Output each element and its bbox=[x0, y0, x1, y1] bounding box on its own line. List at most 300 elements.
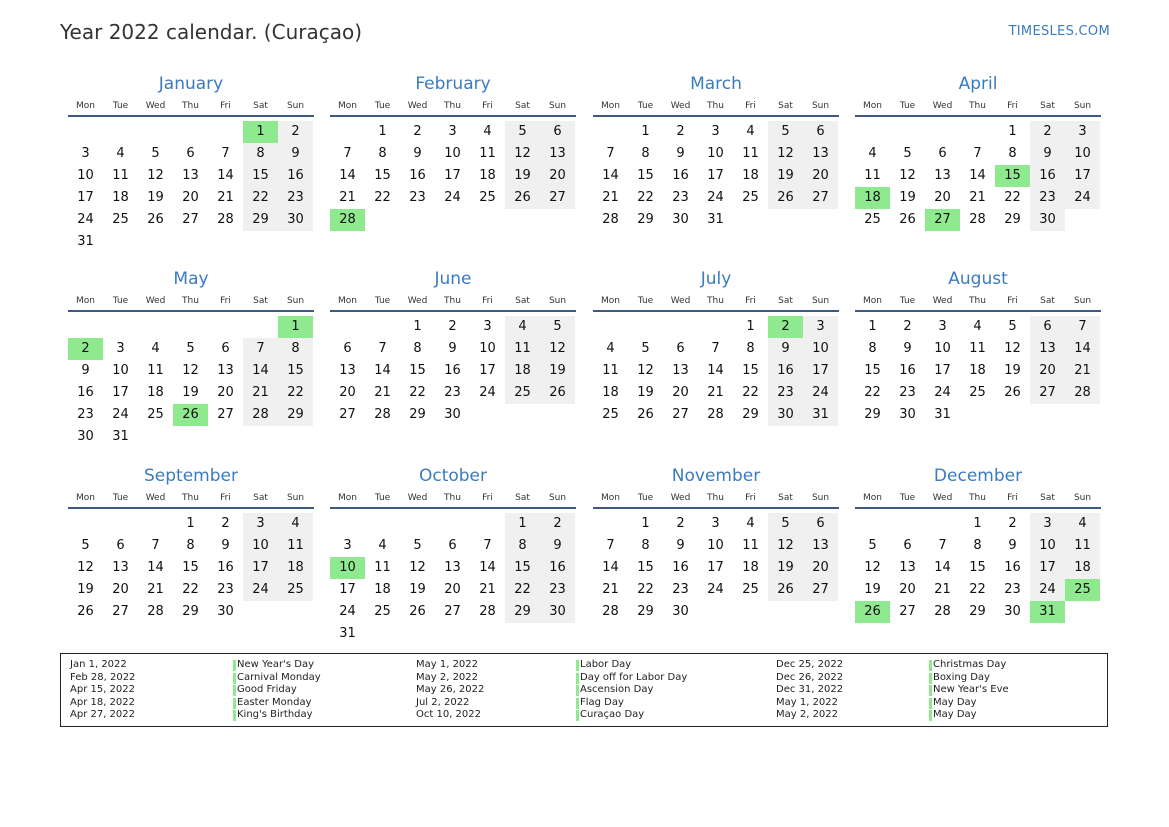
weekday-label: Wed bbox=[407, 296, 428, 306]
day-cell: 23 bbox=[278, 187, 313, 209]
day-cell: 1 bbox=[973, 516, 982, 531]
day-cell: 1 bbox=[1008, 124, 1017, 139]
day-cell: 12 bbox=[768, 535, 803, 557]
day-cell: 21 bbox=[934, 582, 951, 597]
day-cell: 24 bbox=[1065, 187, 1100, 209]
holiday-name bbox=[233, 659, 314, 670]
day-cell: 19 bbox=[768, 165, 803, 187]
day-cell: 26 bbox=[505, 187, 540, 209]
day-cell: 11 bbox=[969, 341, 986, 356]
day-cell: 20 bbox=[1030, 360, 1065, 382]
holiday-name bbox=[929, 709, 977, 720]
day-cell: 16 bbox=[1030, 165, 1065, 187]
day-cell: 7 bbox=[1065, 316, 1100, 338]
day-cell: 30 bbox=[217, 604, 234, 619]
day-cell: 18 bbox=[742, 560, 759, 575]
holiday-day-cell: 31 bbox=[1030, 601, 1065, 623]
day-cell: 12 bbox=[899, 168, 916, 183]
day-cell: 17 bbox=[1030, 557, 1065, 579]
day-cell: 28 bbox=[969, 212, 986, 227]
day-cell: 3 bbox=[343, 538, 352, 553]
day-cell: 5 bbox=[641, 341, 650, 356]
weekday-label: Mon bbox=[338, 101, 357, 111]
day-cell: 21 bbox=[147, 582, 164, 597]
day-cell: 29 bbox=[243, 209, 278, 231]
day-cell: 31 bbox=[707, 212, 724, 227]
weekday-label: Sun bbox=[811, 493, 830, 503]
day-cell: 23 bbox=[672, 190, 689, 205]
day-cell: 9 bbox=[1030, 143, 1065, 165]
holiday-name-text: Christmas Day bbox=[933, 659, 1007, 670]
day-cell: 13 bbox=[540, 143, 575, 165]
day-cell: 6 bbox=[803, 513, 838, 535]
day-cell: 15 bbox=[409, 363, 426, 378]
day-cell: 22 bbox=[374, 190, 391, 205]
weekday-label: Sat bbox=[253, 296, 268, 306]
day-cell: 24 bbox=[479, 385, 496, 400]
holiday-name-text: Good Friday bbox=[237, 684, 297, 695]
day-cell: 11 bbox=[505, 338, 540, 360]
month-divider bbox=[855, 115, 1101, 117]
weekday-label: Sat bbox=[778, 101, 793, 111]
holiday-name bbox=[576, 672, 687, 683]
day-cell: 4 bbox=[868, 146, 877, 161]
day-cell: 16 bbox=[899, 363, 916, 378]
day-cell: 1 bbox=[641, 124, 650, 139]
day-cell: 19 bbox=[899, 190, 916, 205]
day-cell: 6 bbox=[676, 341, 685, 356]
day-cell: 7 bbox=[483, 538, 492, 553]
day-cell: 22 bbox=[637, 190, 654, 205]
weekday-label: Wed bbox=[145, 101, 166, 111]
day-cell: 6 bbox=[540, 121, 575, 143]
day-cell: 11 bbox=[479, 146, 496, 161]
day-cell: 24 bbox=[934, 385, 951, 400]
holiday-marker bbox=[576, 710, 579, 721]
weekday-label: Mon bbox=[76, 101, 95, 111]
day-cell: 31 bbox=[77, 234, 94, 249]
holiday-date: May 1, 2022 bbox=[776, 696, 839, 708]
day-cell: 3 bbox=[938, 319, 947, 334]
day-cell: 18 bbox=[479, 168, 496, 183]
weekday-label: Mon bbox=[863, 493, 882, 503]
weekday-label: Mon bbox=[338, 296, 357, 306]
day-cell: 24 bbox=[112, 407, 129, 422]
day-cell: 27 bbox=[339, 407, 356, 422]
day-cell: 16 bbox=[672, 168, 689, 183]
day-cell: 14 bbox=[969, 168, 986, 183]
month-divider bbox=[68, 507, 314, 509]
month-divider bbox=[68, 115, 314, 117]
day-cell: 15 bbox=[637, 168, 654, 183]
weekday-label: Sat bbox=[1040, 296, 1055, 306]
day-cell: 19 bbox=[147, 190, 164, 205]
day-cell: 26 bbox=[768, 187, 803, 209]
day-cell: 1 bbox=[868, 319, 877, 334]
day-cell: 16 bbox=[672, 560, 689, 575]
day-cell: 1 bbox=[413, 319, 422, 334]
day-cell: 3 bbox=[711, 124, 720, 139]
day-cell: 3 bbox=[803, 316, 838, 338]
day-cell: 20 bbox=[112, 582, 129, 597]
day-cell: 17 bbox=[803, 360, 838, 382]
weekday-label: Sun bbox=[1073, 296, 1092, 306]
weekday-label: Sun bbox=[548, 101, 567, 111]
weekday-label: Sat bbox=[1040, 493, 1055, 503]
holiday-marker bbox=[929, 710, 932, 721]
day-cell: 20 bbox=[444, 582, 461, 597]
day-cell: 14 bbox=[217, 168, 234, 183]
day-cell: 8 bbox=[243, 143, 278, 165]
day-cell: 3 bbox=[448, 124, 457, 139]
day-cell: 13 bbox=[934, 168, 951, 183]
day-cell: 8 bbox=[505, 535, 540, 557]
day-cell: 30 bbox=[672, 604, 689, 619]
month-title: February bbox=[415, 74, 491, 94]
day-cell: 22 bbox=[505, 579, 540, 601]
day-cell: 4 bbox=[1065, 513, 1100, 535]
day-cell: 14 bbox=[147, 560, 164, 575]
holiday-marker bbox=[576, 673, 579, 684]
day-cell: 18 bbox=[112, 190, 129, 205]
day-cell: 15 bbox=[969, 560, 986, 575]
weekday-label: Wed bbox=[932, 493, 953, 503]
day-cell: 28 bbox=[934, 604, 951, 619]
day-cell: 25 bbox=[969, 385, 986, 400]
day-cell: 16 bbox=[768, 360, 803, 382]
day-cell: 11 bbox=[864, 168, 881, 183]
month-divider bbox=[855, 310, 1101, 312]
day-cell: 29 bbox=[742, 407, 759, 422]
holiday-name bbox=[233, 684, 297, 695]
day-cell: 28 bbox=[602, 604, 619, 619]
day-cell: 7 bbox=[221, 146, 230, 161]
day-cell: 6 bbox=[903, 538, 912, 553]
day-cell: 12 bbox=[505, 143, 540, 165]
day-cell: 8 bbox=[1008, 146, 1017, 161]
day-cell: 4 bbox=[378, 538, 387, 553]
day-cell: 25 bbox=[374, 604, 391, 619]
day-cell: 21 bbox=[217, 190, 234, 205]
holiday-marker bbox=[929, 698, 932, 709]
day-cell: 23 bbox=[540, 579, 575, 601]
day-cell: 8 bbox=[413, 341, 422, 356]
day-cell: 22 bbox=[864, 385, 881, 400]
day-cell: 25 bbox=[278, 579, 313, 601]
day-cell: 20 bbox=[899, 582, 916, 597]
day-cell: 4 bbox=[278, 513, 313, 535]
day-cell: 14 bbox=[243, 360, 278, 382]
day-cell: 8 bbox=[641, 538, 650, 553]
day-cell: 1 bbox=[746, 319, 755, 334]
brand-link[interactable]: TIMESLES.COM bbox=[1008, 24, 1110, 39]
weekday-label: Sun bbox=[811, 296, 830, 306]
day-cell: 6 bbox=[448, 538, 457, 553]
day-cell: 28 bbox=[479, 604, 496, 619]
weekday-label: Tue bbox=[637, 493, 654, 503]
weekday-label: Sun bbox=[548, 296, 567, 306]
day-cell: 15 bbox=[864, 363, 881, 378]
weekday-label: Fri bbox=[220, 296, 231, 306]
day-cell: 27 bbox=[899, 604, 916, 619]
day-cell: 4 bbox=[746, 124, 755, 139]
weekday-label: Thu bbox=[969, 493, 986, 503]
day-cell: 19 bbox=[1004, 363, 1021, 378]
day-cell: 24 bbox=[707, 582, 724, 597]
day-cell: 22 bbox=[742, 385, 759, 400]
day-cell: 26 bbox=[899, 212, 916, 227]
day-cell: 26 bbox=[77, 604, 94, 619]
holiday-marker bbox=[233, 698, 236, 709]
day-cell: 7 bbox=[378, 341, 387, 356]
day-cell: 10 bbox=[112, 363, 129, 378]
day-cell: 17 bbox=[479, 363, 496, 378]
day-cell: 7 bbox=[973, 146, 982, 161]
day-cell: 25 bbox=[742, 582, 759, 597]
day-cell: 22 bbox=[182, 582, 199, 597]
day-cell: 6 bbox=[221, 341, 230, 356]
day-cell: 7 bbox=[151, 538, 160, 553]
day-cell: 31 bbox=[803, 404, 838, 426]
holiday-name-text: Curaçao Day bbox=[580, 709, 645, 720]
day-cell: 31 bbox=[339, 626, 356, 641]
day-cell: 17 bbox=[707, 168, 724, 183]
day-cell: 25 bbox=[479, 190, 496, 205]
month-divider bbox=[593, 310, 839, 312]
day-cell: 27 bbox=[540, 187, 575, 209]
month-title: April bbox=[958, 74, 998, 94]
day-cell: 13 bbox=[803, 143, 838, 165]
day-cell: 18 bbox=[742, 168, 759, 183]
day-cell: 17 bbox=[934, 363, 951, 378]
day-cell: 5 bbox=[505, 121, 540, 143]
day-cell: 7 bbox=[938, 538, 947, 553]
weekday-label: Sat bbox=[515, 101, 530, 111]
day-cell: 22 bbox=[1004, 190, 1021, 205]
day-cell: 13 bbox=[1030, 338, 1065, 360]
day-cell: 29 bbox=[864, 407, 881, 422]
holiday-marker bbox=[233, 710, 236, 721]
day-cell: 4 bbox=[606, 341, 615, 356]
month-title: July bbox=[700, 269, 732, 289]
day-cell: 12 bbox=[540, 338, 575, 360]
day-cell: 15 bbox=[637, 560, 654, 575]
day-cell: 8 bbox=[746, 341, 755, 356]
month-title: May bbox=[173, 269, 209, 289]
day-cell: 28 bbox=[147, 604, 164, 619]
weekday-label: Wed bbox=[407, 101, 428, 111]
weekday-label: Wed bbox=[670, 493, 691, 503]
holiday-date: Apr 18, 2022 bbox=[70, 696, 136, 708]
day-cell: 3 bbox=[711, 516, 720, 531]
holiday-day-cell: 18 bbox=[855, 187, 890, 209]
day-cell: 23 bbox=[444, 385, 461, 400]
day-cell: 31 bbox=[112, 429, 129, 444]
day-cell: 17 bbox=[243, 557, 278, 579]
weekday-label: Sat bbox=[778, 296, 793, 306]
day-cell: 13 bbox=[112, 560, 129, 575]
weekday-label: Wed bbox=[407, 493, 428, 503]
holiday-legend bbox=[60, 653, 1108, 727]
holiday-name-text: Labor Day bbox=[580, 659, 632, 670]
holiday-name-text: May Day bbox=[933, 696, 977, 708]
day-cell: 22 bbox=[409, 385, 426, 400]
holiday-name bbox=[233, 672, 321, 683]
day-cell: 13 bbox=[803, 535, 838, 557]
weekday-label: Fri bbox=[745, 493, 756, 503]
day-cell: 27 bbox=[112, 604, 129, 619]
day-cell: 20 bbox=[803, 557, 838, 579]
day-cell: 4 bbox=[116, 146, 125, 161]
day-cell: 3 bbox=[483, 319, 492, 334]
weekday-label: Sat bbox=[253, 101, 268, 111]
day-cell: 6 bbox=[343, 341, 352, 356]
day-cell: 14 bbox=[602, 560, 619, 575]
weekday-label: Fri bbox=[1007, 493, 1018, 503]
day-cell: 18 bbox=[374, 582, 391, 597]
day-cell: 30 bbox=[278, 209, 313, 231]
day-cell: 19 bbox=[409, 582, 426, 597]
day-cell: 9 bbox=[676, 146, 685, 161]
day-cell: 9 bbox=[1008, 538, 1017, 553]
month-divider bbox=[330, 310, 576, 312]
day-cell: 27 bbox=[803, 187, 838, 209]
month-title: March bbox=[690, 74, 742, 94]
day-cell: 5 bbox=[186, 341, 195, 356]
day-cell: 19 bbox=[505, 165, 540, 187]
weekday-label: Sun bbox=[286, 101, 305, 111]
day-cell: 19 bbox=[637, 385, 654, 400]
day-cell: 20 bbox=[217, 385, 234, 400]
day-cell: 20 bbox=[803, 165, 838, 187]
weekday-label: Mon bbox=[76, 493, 95, 503]
month-title: October bbox=[418, 466, 488, 486]
day-cell: 30 bbox=[672, 212, 689, 227]
day-cell: 30 bbox=[540, 601, 575, 623]
day-cell: 17 bbox=[444, 168, 461, 183]
holiday-marker bbox=[233, 660, 236, 671]
holiday-day-cell: 10 bbox=[330, 557, 365, 579]
holiday-day-cell: 25 bbox=[1065, 579, 1100, 601]
day-cell: 6 bbox=[938, 146, 947, 161]
holiday-name bbox=[576, 709, 644, 720]
weekday-label: Sun bbox=[548, 493, 567, 503]
day-cell: 22 bbox=[278, 382, 313, 404]
weekday-label: Sun bbox=[1073, 493, 1092, 503]
page-title: Year 2022 calendar. (Curaçao) bbox=[60, 20, 363, 44]
day-cell: 2 bbox=[676, 124, 685, 139]
day-cell: 12 bbox=[864, 560, 881, 575]
day-cell: 23 bbox=[899, 385, 916, 400]
weekday-label: Fri bbox=[482, 296, 493, 306]
day-cell: 11 bbox=[1065, 535, 1100, 557]
day-cell: 5 bbox=[903, 146, 912, 161]
day-cell: 27 bbox=[182, 212, 199, 227]
day-cell: 15 bbox=[278, 360, 313, 382]
day-cell: 28 bbox=[217, 212, 234, 227]
day-cell: 11 bbox=[112, 168, 129, 183]
day-cell: 9 bbox=[278, 143, 313, 165]
day-cell: 5 bbox=[540, 316, 575, 338]
day-cell: 8 bbox=[278, 338, 313, 360]
weekday-label: Thu bbox=[969, 101, 986, 111]
holiday-name bbox=[233, 697, 312, 708]
day-cell: 20 bbox=[540, 165, 575, 187]
day-cell: 25 bbox=[864, 212, 881, 227]
holiday-name bbox=[576, 697, 624, 708]
day-cell: 27 bbox=[1030, 382, 1065, 404]
day-cell: 28 bbox=[374, 407, 391, 422]
day-cell: 24 bbox=[707, 190, 724, 205]
day-cell: 19 bbox=[768, 557, 803, 579]
day-cell: 24 bbox=[339, 604, 356, 619]
day-cell: 18 bbox=[1065, 557, 1100, 579]
weekday-label: Tue bbox=[637, 296, 654, 306]
day-cell: 18 bbox=[147, 385, 164, 400]
day-cell: 16 bbox=[409, 168, 426, 183]
day-cell: 25 bbox=[112, 212, 129, 227]
day-cell: 29 bbox=[969, 604, 986, 619]
day-cell: 14 bbox=[374, 363, 391, 378]
day-cell: 29 bbox=[182, 604, 199, 619]
holiday-marker bbox=[576, 685, 579, 696]
day-cell: 30 bbox=[1030, 209, 1065, 231]
day-cell: 26 bbox=[768, 579, 803, 601]
day-cell: 21 bbox=[969, 190, 986, 205]
holiday-day-cell: 1 bbox=[243, 121, 278, 143]
day-cell: 3 bbox=[1030, 513, 1065, 535]
day-cell: 3 bbox=[243, 513, 278, 535]
holiday-name-text: May Day bbox=[933, 709, 977, 720]
holiday-name-text: Day off for Labor Day bbox=[580, 671, 688, 683]
day-cell: 11 bbox=[374, 560, 391, 575]
day-cell: 12 bbox=[637, 363, 654, 378]
weekday-label: Fri bbox=[1007, 101, 1018, 111]
day-cell: 12 bbox=[182, 363, 199, 378]
day-cell: 14 bbox=[602, 168, 619, 183]
weekday-label: Fri bbox=[482, 493, 493, 503]
weekday-label: Sun bbox=[286, 296, 305, 306]
day-cell: 27 bbox=[444, 604, 461, 619]
day-cell: 14 bbox=[934, 560, 951, 575]
day-cell: 5 bbox=[81, 538, 90, 553]
month-divider bbox=[68, 310, 314, 312]
day-cell: 28 bbox=[707, 407, 724, 422]
holiday-marker bbox=[576, 698, 579, 709]
day-cell: 23 bbox=[768, 382, 803, 404]
day-cell: 23 bbox=[217, 582, 234, 597]
day-cell: 7 bbox=[243, 338, 278, 360]
day-cell: 10 bbox=[479, 341, 496, 356]
weekday-label: Fri bbox=[220, 101, 231, 111]
day-cell: 14 bbox=[707, 363, 724, 378]
holiday-name-text: Boxing Day bbox=[933, 671, 990, 683]
day-cell: 11 bbox=[742, 538, 759, 553]
day-cell: 9 bbox=[81, 363, 90, 378]
day-cell: 17 bbox=[707, 560, 724, 575]
day-cell: 11 bbox=[278, 535, 313, 557]
holiday-date: May 2, 2022 bbox=[776, 709, 839, 720]
day-cell: 2 bbox=[1030, 121, 1065, 143]
day-cell: 10 bbox=[444, 146, 461, 161]
day-cell: 9 bbox=[221, 538, 230, 553]
day-cell: 20 bbox=[339, 385, 356, 400]
day-cell: 12 bbox=[768, 143, 803, 165]
day-cell: 27 bbox=[803, 579, 838, 601]
month-divider bbox=[855, 507, 1101, 509]
weekday-label: Wed bbox=[670, 101, 691, 111]
day-cell: 26 bbox=[637, 407, 654, 422]
